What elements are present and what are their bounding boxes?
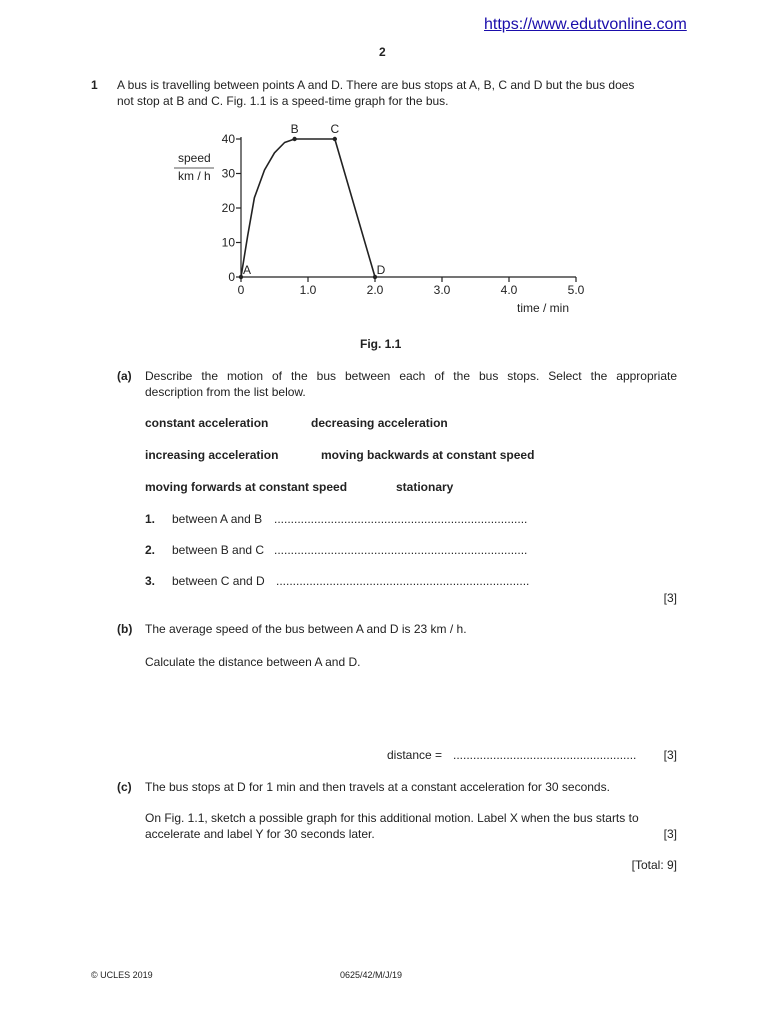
answer-2-text: between B and C	[172, 543, 265, 557]
point-label-d: D	[376, 263, 386, 277]
option-moving-forwards: moving forwards at constant speed	[145, 480, 348, 494]
point-c	[333, 137, 337, 141]
point-label-c: C	[330, 122, 340, 136]
chart-point-labels	[243, 122, 386, 277]
x-tick-label-5: 5.0	[567, 283, 585, 297]
part-b-marks: [3]	[663, 748, 677, 762]
y-axis-label-bottom: km / h	[178, 169, 211, 183]
option-decreasing-acceleration: decreasing acceleration	[311, 416, 448, 430]
answer-1-number: 1.	[145, 512, 156, 526]
part-a-text-line2: description from the list below.	[145, 385, 306, 399]
x-tick-label-0: 0	[237, 283, 245, 297]
chart-axes	[241, 137, 576, 277]
question-number: 1	[91, 78, 98, 92]
chart-series	[239, 137, 377, 279]
series-line-0	[241, 139, 375, 277]
chart-ticks	[222, 132, 585, 297]
y-tick-label-2: 20	[221, 201, 235, 215]
figure-caption: Fig. 1.1	[360, 337, 402, 351]
part-c-text1: The bus stops at D for 1 min and then travels at a constant acceleration for 30 seconds.	[145, 780, 610, 794]
part-a-marks: [3]	[663, 591, 677, 605]
x-tick-label-4: 4.0	[500, 283, 518, 297]
point-label-b: B	[290, 122, 299, 136]
part-b-label: (b)	[117, 622, 133, 636]
footer-code: 0625/42/M/J/19	[340, 970, 403, 980]
part-c-label: (c)	[117, 780, 132, 794]
option-stationary: stationary	[396, 480, 454, 494]
page-number: 2	[379, 45, 386, 59]
answer-2-line[interactable]: ............................................................................	[274, 543, 528, 557]
part-a-label: (a)	[117, 369, 132, 383]
answer-3-line[interactable]: ............................................................................	[276, 574, 530, 588]
website-link[interactable]: https://www.edutvonline.com	[484, 16, 687, 33]
speed-time-graph	[150, 118, 600, 323]
part-a-text-line1: Describe the motion of the bus between each of the bus stops. Select the appropriate	[145, 369, 677, 383]
part-c-text2-line2: accelerate and label Y for 30 seconds later.	[145, 827, 375, 841]
point-label-a: A	[242, 263, 252, 277]
y-tick-label-1: 10	[221, 235, 235, 250]
distance-answer-line[interactable]: .......................................................	[453, 748, 637, 762]
distance-label: distance =	[387, 748, 443, 762]
y-tick-label-3: 30	[221, 166, 235, 181]
part-c-marks: [3]	[663, 827, 677, 841]
footer-copyright: © UCLES 2019	[91, 970, 153, 980]
part-b-text2: Calculate the distance between A and D.	[145, 655, 361, 669]
part-b-text1: The average speed of the bus between A and D is 23 km / h.	[145, 622, 467, 636]
answer-1-text: between A and B	[172, 512, 263, 526]
answer-3-text: between C and D	[172, 574, 265, 588]
question-intro-line2: not stop at B and C. Fig. 1.1 is a speed-time graph for the bus.	[117, 94, 449, 108]
option-increasing-acceleration: increasing acceleration	[145, 448, 279, 462]
y-tick-label-4: 40	[221, 132, 235, 146]
total-marks: [Total: 9]	[631, 858, 677, 872]
x-tick-label-1: 1.0	[299, 283, 317, 297]
question-intro-line1: A bus is travelling between points A and D. There are bus stops at A, B, C and D but the bus does	[117, 78, 635, 92]
y-tick-label-0: 0	[228, 270, 235, 284]
y-axis-label-top: speed	[178, 151, 211, 165]
answer-3-number: 3.	[145, 574, 156, 588]
part-c-text2-line1: On Fig. 1.1, sketch a possible graph for this additional motion. Label X when the bus starts to	[145, 811, 639, 825]
point-b	[292, 137, 296, 141]
x-tick-label-2: 2.0	[366, 283, 384, 297]
option-constant-acceleration: constant acceleration	[145, 416, 269, 430]
answer-2-number: 2.	[145, 543, 156, 557]
answer-1-line[interactable]: ............................................................................	[274, 512, 528, 526]
x-axis-label: time / min	[517, 301, 570, 315]
option-moving-backwards: moving backwards at constant speed	[321, 448, 535, 462]
x-tick-label-3: 3.0	[433, 283, 451, 297]
